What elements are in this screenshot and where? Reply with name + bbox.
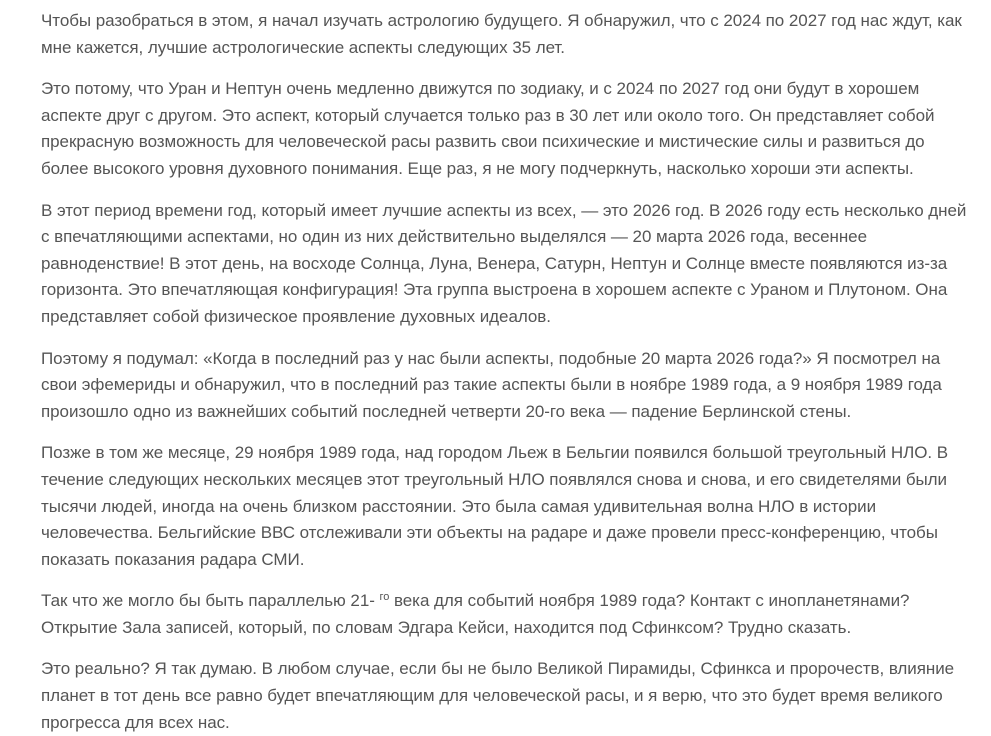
- paragraph-3: В этот период времени год, который имеет лучшие аспекты из всех, — это 2026 год. В 2026 году есть несколько дней с впечатляющими аспектами, но один из них действительно выделялся — 20 марта 2026 года, весеннее равноденствие! В этот день, на восходе Солнца, Луна, Венера, Сатурн, Нептун и Солнце вместе появляются из-за горизонта. Это впечатляющая конфигурация! Эта группа выстроена в хорошем аспекте с Ураном и Плутоном. Она представляет собой физическое проявление духовных идеалов.: [41, 200, 967, 326]
- paragraph-6-start: Так что же могло бы быть параллелью 21-: [41, 591, 380, 611]
- paragraph-4: Поэтому я подумал: «Когда в последний раз у нас были аспекты, подобные 20 марта 2026 года?» Я посмотрел на свои эфемериды и обнаружил, что в последний раз такие аспекты были в ноябре 1989 года, а 9 ноября 1989 года произошло одно из важнейших событий последней четверти 20-го века — падение Берлинской стены.: [41, 348, 942, 421]
- ordinal-suffix: го: [379, 591, 390, 604]
- paragraph-1: Чтобы разобраться в этом, я начал изучать астрологию будущего. Я обнаружил, что с 2024 по 2027 год нас ждут, как мне кажется, лучшие астрологические аспекты следующих 35 лет.: [41, 11, 962, 57]
- paragraph-6-end: века для событий ноября 1989 года? Контакт с инопланетянами? Открытие Зала записей, который, по словам Эдгара Кейси, находится под Сфинксом? Трудно сказать.: [41, 591, 910, 637]
- paragraph-6: [41, 588, 971, 641]
- paragraph-7: Это реально? Я так думаю. В любом случае, если бы не было Великой Пирамиды, Сфинкса и пророчеств, влияние планет в тот день все равно будет впечатляющим для человеческой расы, и я верю, что это будет время великого прогресса для всех нас.: [41, 659, 955, 732]
- paragraph-5: Позже в том же месяце, 29 ноября 1989 года, над городом Льеж в Бельгии появился большой треугольный НЛО. В течение следующих нескольких месяцев этот треугольный НЛО появлялся снова и снова, и его свидетелями были тысячи людей, иногда на очень близком расстоянии. Это была самая удивительная волна НЛО в истории человечества. Бельгийские ВВС отслеживали эти объекты на радаре и даже провели пресс-конференцию, чтобы показать показания радара СМИ.: [41, 443, 949, 569]
- paragraph-2: Это потому, что Уран и Нептун очень медленно движутся по зодиаку, и с 2024 по 2027 год они будут в хорошем аспекте друг с другом. Это аспект, который случается только раз в 30 лет или около того. Он представляет собой прекрасную возможность для человеческой расы развить свои психические и мистические силы и развиться до более высокого уровня духовного понимания. Еще раз, я не могу подчеркнуть, насколько хороши эти аспекты.: [41, 79, 935, 178]
